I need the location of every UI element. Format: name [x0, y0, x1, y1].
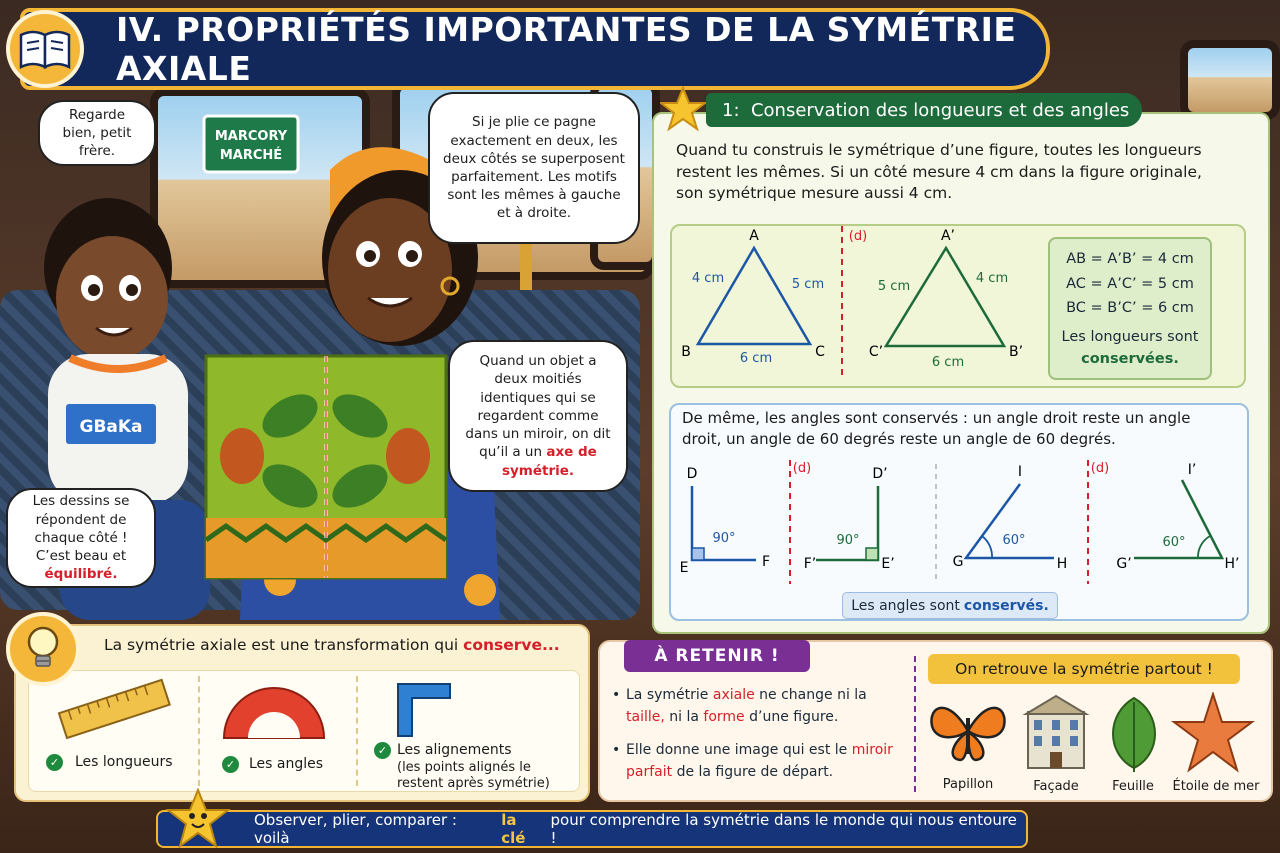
bubble-text: Les dessins se répondent de chaque côté ! C’est beau et équilibré. — [32, 493, 130, 583]
bubble-text: Si je plie ce pagne exactement en deux, les deux côtés se superposent parfaitement. Les motifs sont les mêmes à gauche et à droite. — [443, 114, 625, 222]
label-a-prime: A’ — [940, 228, 956, 244]
label-d: D — [686, 466, 698, 482]
example-facade: Façade — [1033, 779, 1079, 794]
label-h: H — [1056, 556, 1068, 572]
angles-diagram — [670, 456, 1248, 592]
retenir-point-1: • La symétrie axiale ne change ni la taille, ni la forme d’une figure. — [610, 684, 910, 729]
axis-label-right-angles: (d) — [792, 461, 812, 476]
example-leaf: Feuille — [1112, 779, 1154, 794]
property-alignments: ✓ Les alignements (les points alignés le restent après symétrie) — [374, 742, 574, 792]
leaf-icon — [1102, 694, 1166, 774]
divider — [356, 676, 358, 786]
pagne-fabric — [200, 350, 452, 586]
retenir-tag: À RETENIR ! — [624, 640, 810, 672]
label-e-prime: E’ — [881, 556, 895, 572]
axis-label-sixty-angles: (d) — [1090, 461, 1110, 476]
sign-line-1: MARCORY — [214, 129, 288, 144]
check-icon: ✓ — [222, 756, 239, 773]
book-icon-badge — [6, 10, 84, 88]
starfish-icon — [1170, 692, 1256, 774]
label-b-prime: B’ — [1008, 344, 1024, 360]
triangle-abc — [698, 248, 810, 344]
set-square-icon — [394, 680, 454, 740]
label-e: E — [679, 560, 689, 576]
bus-window-right — [1180, 40, 1280, 120]
butterfly-icon — [928, 696, 1008, 766]
length-eq-1: AB = A’B’ = 4 cm — [1066, 251, 1194, 267]
lightbulb-icon-badge — [6, 612, 80, 686]
label-h-prime: H’ — [1224, 556, 1240, 572]
length-ac: 5 cm — [791, 277, 825, 292]
angles-conserved-note: Les angles sont conservés. — [842, 592, 1058, 619]
sixty-value: 60° — [1002, 533, 1026, 548]
triangle-abc-image — [886, 248, 1004, 346]
example-butterfly: Papillon — [942, 777, 994, 792]
bubble-text: Quand un objet a deux moitiés identiques qui se regardent comme dans un miroir, on dit qu’il a un axe de symétrie. — [465, 353, 611, 479]
divider — [198, 676, 200, 786]
length-bc: 6 cm — [739, 351, 773, 366]
label-c-prime: C’ — [868, 344, 884, 360]
label-g: G — [952, 554, 964, 570]
title-banner — [20, 8, 1050, 90]
shirt-text: GBaKa — [79, 417, 143, 437]
label-c: C — [815, 344, 825, 360]
label-b: B — [681, 344, 691, 360]
star-icon — [660, 86, 706, 132]
check-icon: ✓ — [46, 754, 63, 771]
property-lengths: ✓ Les longueurs — [46, 754, 173, 772]
right-angle-image-value: 90° — [836, 533, 860, 548]
label-i-prime: I’ — [1187, 462, 1197, 478]
protractor-icon — [218, 678, 330, 744]
length-bc-prime: 6 cm — [931, 355, 965, 370]
property-angles: ✓ Les angles — [222, 756, 323, 774]
properties-heading: La symétrie axiale est une transformation qui conserve... — [104, 636, 560, 654]
label-i: I — [1017, 464, 1023, 480]
book-icon — [19, 29, 71, 69]
label-f: F — [761, 554, 771, 570]
length-ac-prime: 5 cm — [877, 279, 911, 294]
label-f-prime: F’ — [803, 556, 817, 572]
bottom-message-strip: Observer, plier, comparer : voilà la clé pour comprendre la symétrie dans le monde qui nous entoure ! — [156, 810, 1028, 848]
retenir-list — [610, 684, 910, 794]
page-title: IV. PROPRIÉTÉS IMPORTANTES DE LA SYMÉTRIE AXIALE — [116, 10, 1017, 88]
speech-bubble-mother-top — [428, 92, 640, 244]
right-angle-value: 90° — [712, 531, 736, 546]
star-mascot-icon — [160, 788, 236, 852]
sign-line-2: MARCHÉ — [219, 148, 283, 163]
length-ab: 4 cm — [691, 271, 725, 286]
angles-intro: De même, les angles sont conservés : un angle droit reste un angle droit, un angle de 60 degrés reste un angle de 60 degrés. — [682, 409, 1191, 448]
section-1-title: 1 : Conservation des longueurs et des angles — [706, 93, 1142, 127]
example-starfish: Étoile de mer — [1172, 779, 1260, 794]
divider — [914, 656, 916, 792]
length-ab-prime: 4 cm — [975, 271, 1009, 286]
speech-bubble-boy-top — [38, 100, 156, 166]
bubble-text: Regarde bien, petit frère. — [62, 106, 132, 160]
label-d-prime: D’ — [872, 466, 888, 482]
label-a: A — [749, 228, 759, 244]
lengths-note: Les longueurs sont conservées. — [1061, 328, 1199, 367]
length-eq-3: BC = B’C’ = 6 cm — [1066, 300, 1194, 317]
lightbulb-icon — [25, 626, 61, 672]
axis-label: (d) — [848, 229, 868, 244]
everywhere-title: On retrouve la symétrie partout ! — [928, 654, 1240, 684]
check-icon: ✓ — [374, 742, 391, 759]
section-1-intro: Quand tu construis le symétrique d’une figure, toutes les longueurs restent les mêmes. Si un côté mesure 4 cm dans la figure originale, son symétrique mesure aussi 4 cm. — [676, 141, 1202, 203]
length-equalities-box — [1048, 237, 1212, 380]
label-g-prime: G’ — [1116, 556, 1132, 572]
speech-bubble-boy-bottom — [6, 488, 156, 588]
speech-bubble-mother-middle — [448, 340, 628, 492]
length-eq-2: AC = A’C’ = 5 cm — [1066, 275, 1194, 292]
ruler-icon — [56, 676, 172, 740]
triangle-diagram — [670, 224, 1050, 388]
sixty-image-value: 60° — [1162, 535, 1186, 550]
retenir-point-2: • Elle donne une image qui est le miroir parfait de la figure de départ. — [610, 739, 910, 784]
building-facade-icon — [1022, 692, 1090, 770]
